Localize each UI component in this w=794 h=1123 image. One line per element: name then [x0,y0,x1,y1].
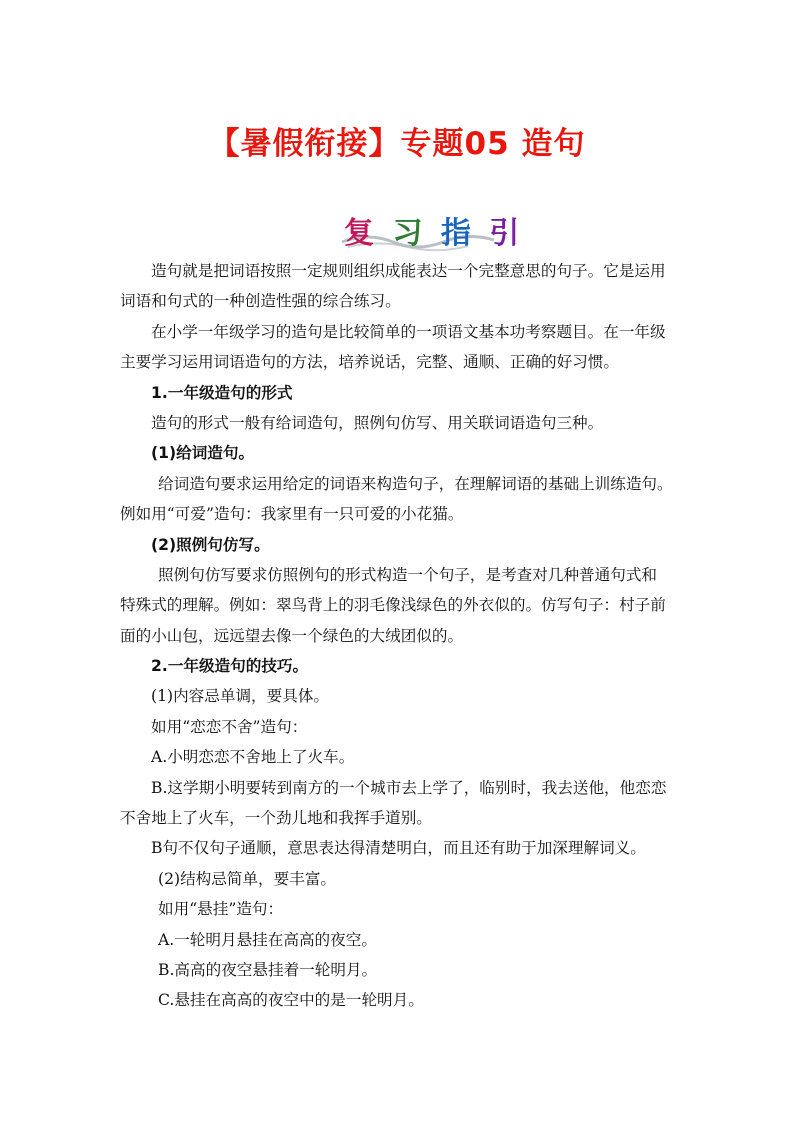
document-title: 【暑假衔接】专题05 造句 [208,126,586,162]
paragraph-line: C.悬挂在高高的夜空中的是一轮明月。 [158,991,424,1010]
banner-char: 引 [489,216,524,251]
review-guide-banner [338,206,524,252]
paragraph-line: 主要学习运用词语造句的方法，培养说话，完整、通顺、正确的好习惯。 [120,353,620,372]
paragraph-line: 照例句仿写要求仿照例句的形式构造一个句子，是考查对几种普通句式和 [158,565,658,584]
paragraph-line: 不舍地上了火车，一个劲儿地和我挥手道别。 [120,809,432,828]
banner-char: 习 [392,216,427,251]
paragraph-line: 例如用“可爱”造句：我家里有一只可爱的小花猫。 [120,505,464,524]
paragraph-line: A.小明恋恋不舍地上了火车。 [151,748,355,767]
section-heading: (1)给词造句。 [151,444,255,463]
banner-char: 复 [344,216,378,251]
paragraph-line: 词语和句式的一种创造性强的综合练习。 [120,292,401,311]
paragraph-line: 如用“恋恋不舍”造句： [151,717,308,736]
section-heading: 1.一年级造句的形式 [151,383,293,402]
paragraph-line: 在小学一年级学习的造句是比较简单的一项语文基本功考察题目。在一年级 [151,322,666,341]
paragraph-line: (2)结构忌简单，要丰富。 [158,869,337,888]
section-heading: (2)照例句仿写。 [151,535,270,554]
banner-text [344,208,523,252]
paragraph-line: B句不仅句子通顺，意思表达得清楚明白，而且还有助于加深理解词义。 [151,839,646,858]
paragraph-line: (1)内容忌单调，要具体。 [151,687,330,706]
paragraph-line: 特殊式的理解。例如：翠鸟背上的羽毛像浅绿色的外衣似的。仿写句子：村子前 [120,596,666,615]
paragraph-line: 面的小山包，远远望去像一个绿色的大绒团似的。 [120,626,464,645]
banner-char: 指 [440,216,475,251]
paragraph-line: 造句的形式一般有给词造句，照例句仿写、用关联词语造句三种。 [151,413,604,432]
paragraph-line: B.这学期小明要转到南方的一个城市去上学了，临别时，我去送他，他恋恋 [151,778,667,797]
document-body [120,256,680,1016]
section-heading: 2.一年级造句的技巧。 [151,657,309,676]
paragraph-line: A.一轮明月悬挂在高高的夜空。 [158,930,377,949]
paragraph-line: 给词造句要求运用给定的词语来构造句子，在理解词语的基础上训练造句。 [158,474,673,493]
paragraph-line: 造句就是把词语按照一定规则组织成能表达一个完整意思的句子。它是运用 [151,262,666,280]
paragraph-line: 如用“悬挂”造句： [158,900,284,919]
paragraph-line: B.高高的夜空悬挂着一轮明月。 [158,960,378,979]
